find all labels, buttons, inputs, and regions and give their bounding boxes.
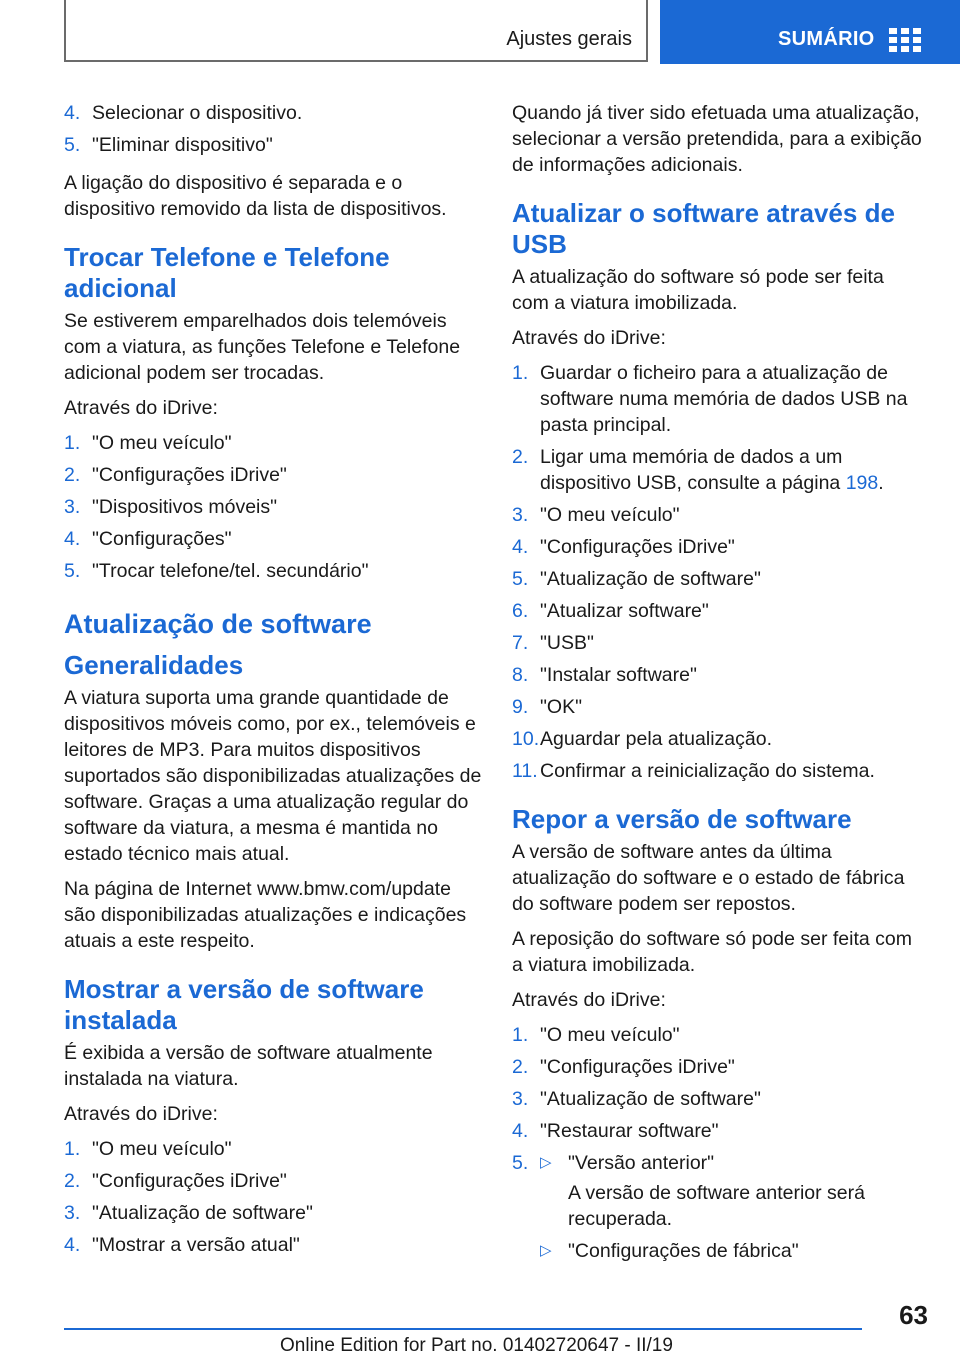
step-text: Aguardar pela atualização. xyxy=(540,728,772,750)
step-text: "Configurações iDrive" xyxy=(92,464,287,486)
step-number: 4. xyxy=(512,1120,529,1142)
step-number: 4. xyxy=(64,102,81,124)
footer-edition: Online Edition for Part no. 01402720647 - II/19 xyxy=(280,1335,673,1356)
step-number: 7. xyxy=(512,632,529,654)
step-text: "Configurações" xyxy=(92,528,232,550)
list-item xyxy=(512,534,926,560)
step-number: 1. xyxy=(512,362,529,384)
list-item xyxy=(64,100,482,126)
step-text xyxy=(540,444,926,496)
step-number: 2. xyxy=(64,1170,81,1192)
list-item xyxy=(512,566,926,592)
step-number: 3. xyxy=(64,1202,81,1224)
paragraph: Quando já tiver sido efetuada uma atualização, selecionar a versão pretendida, para a exibição de informações adicionais. xyxy=(512,102,922,176)
paragraph: A reposição do software só pode ser feita com a viatura imobilizada. xyxy=(512,928,912,976)
step-text: "O meu veículo" xyxy=(540,1024,680,1046)
step-text: "Configurações iDrive" xyxy=(92,1170,287,1192)
chapter-tab xyxy=(64,0,648,62)
sub-option xyxy=(540,1150,926,1176)
step-number: 2. xyxy=(512,446,529,468)
paragraph: A ligação do dispositivo é separada e o dispositivo removido da lista de dispositivos. xyxy=(64,172,447,220)
page-header xyxy=(0,0,960,66)
step-text: "Configurações iDrive" xyxy=(540,536,735,558)
list-item xyxy=(512,1086,926,1112)
remove-device-steps xyxy=(64,100,482,158)
step-number: 10. xyxy=(512,728,540,750)
list-item xyxy=(512,694,926,720)
step-number: 5. xyxy=(512,568,529,590)
list-item xyxy=(64,526,482,552)
chapter-heading: Atualização de software xyxy=(64,609,372,639)
step-text: "Atualizar software" xyxy=(540,600,709,622)
list-item xyxy=(64,1136,482,1162)
step-number: 2. xyxy=(64,464,81,486)
step-text: "Mostrar a versão atual" xyxy=(92,1234,300,1256)
triangle-icon: ▷ xyxy=(540,1154,552,1171)
list-item xyxy=(64,1168,482,1194)
list-item xyxy=(64,430,482,456)
list-item xyxy=(512,502,926,528)
summary-label: SUMÁRIO xyxy=(778,28,875,50)
section-heading: Mostrar a versão de software instalada xyxy=(64,974,424,1035)
section-heading: Repor a versão de software xyxy=(512,804,852,834)
list-item xyxy=(512,630,926,656)
step-text: "O meu veículo" xyxy=(92,432,232,454)
step-number: 4. xyxy=(64,1234,81,1256)
step-number: 3. xyxy=(512,1088,529,1110)
usb-update-steps xyxy=(512,360,926,784)
step-number: 9. xyxy=(512,696,529,718)
paragraph: A atualização do software só pode ser feita com a viatura imobilizada. xyxy=(512,266,884,314)
step-number: 2. xyxy=(512,1056,529,1078)
step-number: 1. xyxy=(64,1138,81,1160)
step-text: "Atualização de software" xyxy=(540,1088,761,1110)
list-item xyxy=(64,1232,482,1258)
paragraph: Através do iDrive: xyxy=(64,397,218,419)
paragraph: A versão de software antes da última atualização do software e o estado de fábrica do software podem ser repostos. xyxy=(512,841,905,915)
show-version-steps xyxy=(64,1136,482,1258)
step-number: 3. xyxy=(64,496,81,518)
sub-option-note: A versão de software anterior será recuperada. xyxy=(568,1182,865,1230)
step-text: "Eliminar dispositivo" xyxy=(92,134,273,156)
list-item xyxy=(512,758,926,784)
list-item xyxy=(64,1200,482,1226)
paragraph: Através do iDrive: xyxy=(512,327,666,349)
step-text: "O meu veículo" xyxy=(92,1138,232,1160)
sub-option-text: "Versão anterior" xyxy=(568,1152,715,1174)
sub-option xyxy=(540,1238,926,1264)
step-text: "Restaurar software" xyxy=(540,1120,719,1142)
summary-button[interactable] xyxy=(660,0,960,64)
step-text: "Trocar telefone/tel. secundário" xyxy=(92,560,369,582)
step-text: "Configurações iDrive" xyxy=(540,1056,735,1078)
restore-steps xyxy=(512,1022,926,1264)
paragraph: Na página de Internet www.bmw.com/update são disponibilizadas atualizações e indicações atuais a este respeito. xyxy=(64,878,467,952)
list-item xyxy=(64,558,482,584)
list-item xyxy=(512,1150,926,1264)
swap-phone-steps xyxy=(64,430,482,584)
grid-icon xyxy=(889,28,921,52)
step-number: 1. xyxy=(512,1024,529,1046)
section-heading: Atualizar o software através de USB xyxy=(512,198,895,259)
page-link[interactable]: 198 xyxy=(845,472,879,494)
sub-option-text: "Configurações de fábrica" xyxy=(568,1240,799,1262)
step-text: Guardar o ficheiro para a atualização de software numa memória de dados USB na pasta principal. xyxy=(540,362,908,436)
list-item xyxy=(512,1054,926,1080)
step-number: 6. xyxy=(512,600,529,622)
step-text: "USB" xyxy=(540,632,594,654)
list-item xyxy=(512,662,926,688)
step-text: "Instalar software" xyxy=(540,664,697,686)
step-number: 4. xyxy=(64,528,81,550)
paragraph: Através do iDrive: xyxy=(64,1103,218,1125)
step-number: 8. xyxy=(512,664,529,686)
list-item xyxy=(512,1022,926,1048)
footer-divider xyxy=(64,1328,862,1330)
section-heading: Trocar Telefone e Telefone adicional xyxy=(64,242,390,303)
step-text: "O meu veículo" xyxy=(540,504,680,526)
list-item xyxy=(64,132,482,158)
list-item xyxy=(512,726,926,752)
list-item xyxy=(64,462,482,488)
step-text xyxy=(540,1150,926,1264)
step-number: 4. xyxy=(512,536,529,558)
list-item xyxy=(64,494,482,520)
step-number: 5. xyxy=(64,134,81,156)
step-text-end: . xyxy=(878,472,884,494)
step-number: 11. xyxy=(512,760,538,782)
step-text: Selecionar o dispositivo. xyxy=(92,102,303,124)
step-text: Confirmar a reinicialização do sistema. xyxy=(540,760,875,782)
step-text-part: Ligar uma memória de dados a um dispositivo USB, consulte a página xyxy=(540,446,846,494)
paragraph: Através do iDrive: xyxy=(512,989,666,1011)
step-number: 1. xyxy=(64,432,81,454)
list-item xyxy=(512,1118,926,1144)
step-number: 3. xyxy=(512,504,529,526)
step-number: 5. xyxy=(512,1152,529,1174)
list-item xyxy=(512,598,926,624)
list-item xyxy=(512,360,926,438)
left-column xyxy=(64,100,482,1270)
step-text: "OK" xyxy=(540,696,583,718)
paragraph: A viatura suporta uma grande quantidade de dispositivos móveis como, por ex., telemóveis e leitores de MP3. Para muitos dispositivos suportados são disponibilizadas atualizações de software. Graças a uma atualização regular do software da viatura, a mesma é mantida no estado técnico mais atual. xyxy=(64,687,482,865)
page-number: 63 xyxy=(899,1300,928,1330)
paragraph: É exibida a versão de software atualmente instalada na viatura. xyxy=(64,1042,433,1090)
step-number: 5. xyxy=(64,560,81,582)
step-text: "Atualização de software" xyxy=(540,568,761,590)
section-heading: Generalidades xyxy=(64,650,244,680)
triangle-icon: ▷ xyxy=(540,1242,552,1259)
step-text: "Dispositivos móveis" xyxy=(92,496,278,518)
step-text: "Atualização de software" xyxy=(92,1202,313,1224)
paragraph: Se estiverem emparelhados dois telemóveis com a viatura, as funções Telefone e Telefone adicional podem ser trocadas. xyxy=(64,310,461,384)
right-column xyxy=(512,100,926,1276)
list-item xyxy=(512,444,926,496)
chapter-title: Ajustes gerais xyxy=(506,28,632,50)
